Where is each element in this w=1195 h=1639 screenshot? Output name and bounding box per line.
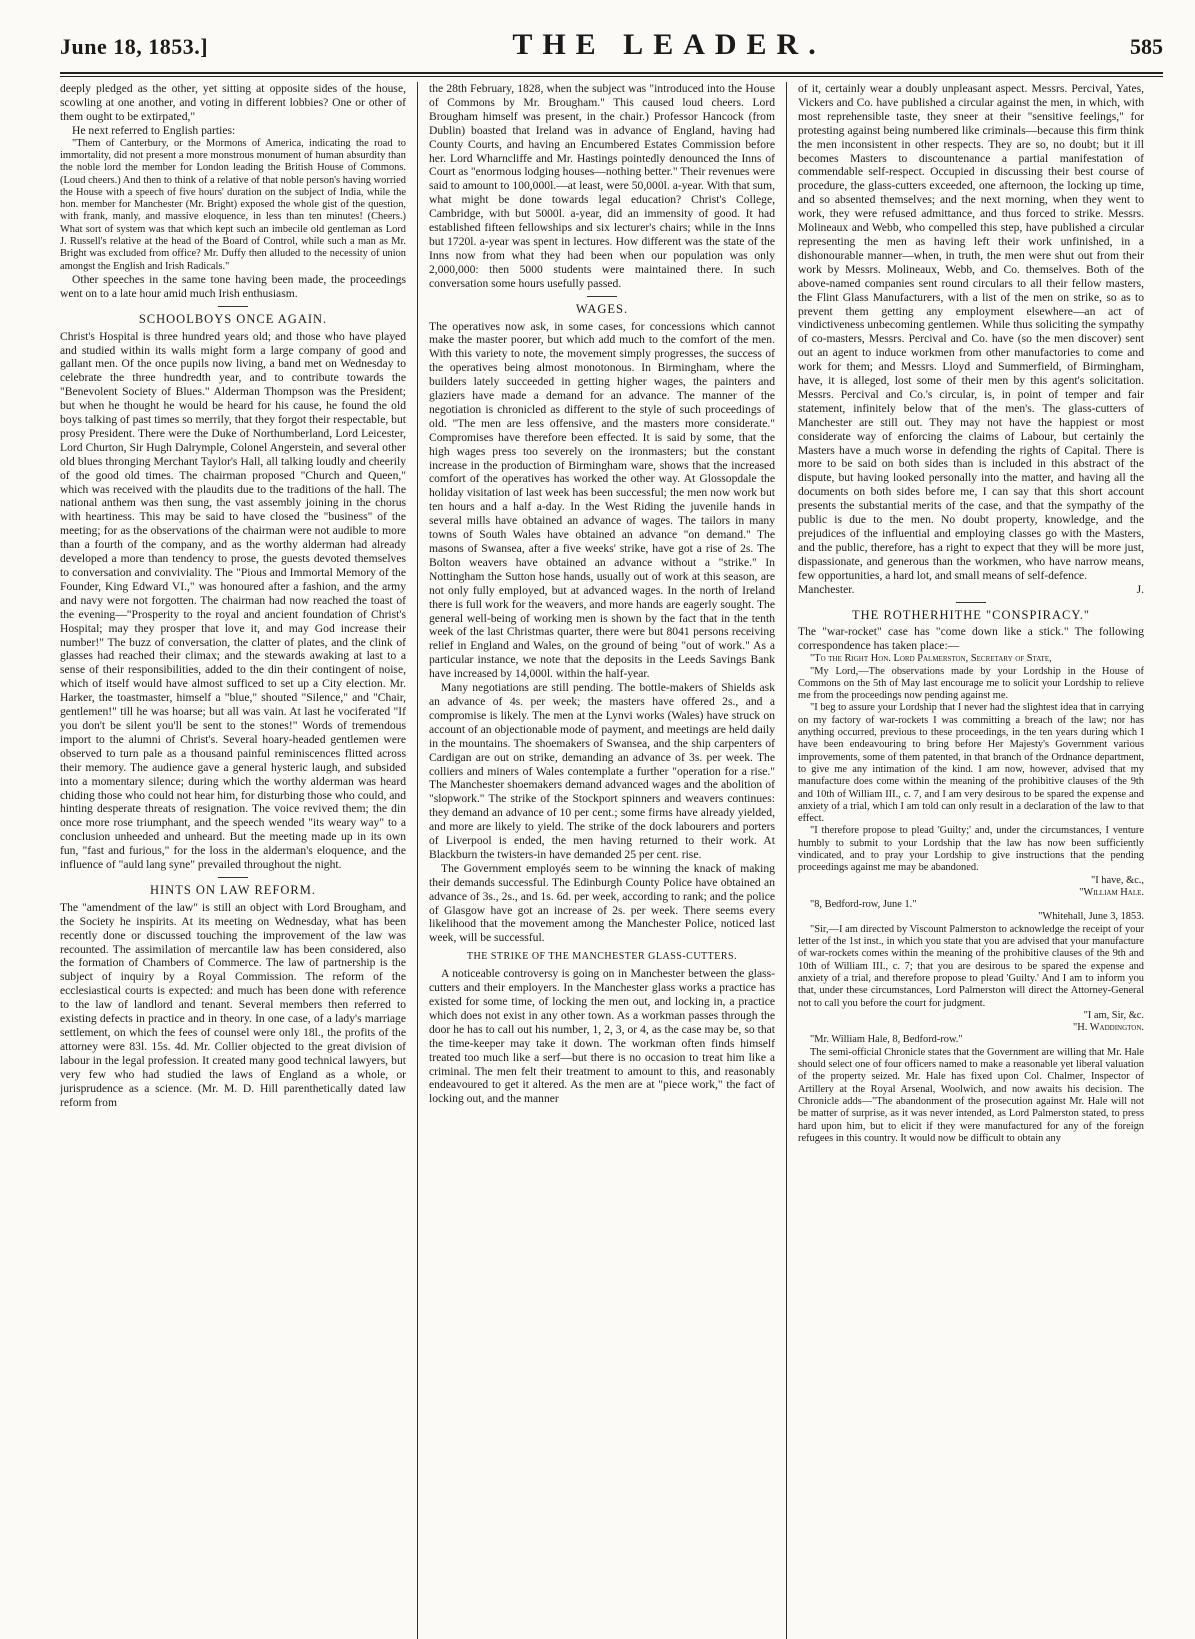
letter-close: "I am, Sir, &c.	[1083, 1009, 1144, 1021]
letter-paragraph: "I therefore propose to plead 'Guilty;' and, under the circumstances, I venture humbly to submit to your Lordship that the law has now been sufficiently vindicated, and to pray your Lordship to give instructions that the pending proceedings against me may be abandoned.	[798, 825, 1144, 874]
heading-rotherhithe: THE ROTHERHITHE "CONSPIRACY."	[852, 607, 1090, 622]
section-separator	[587, 296, 617, 297]
letter-place: "8, Bedford-row, June 1."	[810, 899, 917, 911]
paragraph: The operatives now ask, in some cases, for concessions which cannot make the master poorer, but which add much to the comfort of the men. With this variety to note, the movement simply progresses, the success of the operatives being almost monotonous. In Birmingham, where the builders lately succeeded in getting higher wages, the painters and glaziers have made a demand for an advance. The manner of the negotiation is chronicled as different to the style of such proceedings of old. "The men are less offensive, and the masters more considerate." Compromises have therefore been effected. It is said by some, that the high wages press too severely on the ironmasters; but the constant increase in the production of Birmingham ware, shows that the increased comfort of the operatives has worked the other way. At Glossopdale the holiday visitation of last week has been successful; the men now work but ten hours and a half a-day. In the West Riding the juvenile hands in several mills have obtained an advance of wages. The tailors in many towns of South Wales have obtained an advance "on demand." The masons of Swansea, after a five weeks' strike, have got a rise of 2s. The Bolton weavers have obtained an advance without a "strike." In Nottingham the Sutton hose hands, usually out of work at this season, are not only fully employed, but at advanced wages. In the north of Ireland there is full work for the weavers, and more hands are eagerly sought. The general well-being of working men is shown by the fact that in the tenth week of the last Christmas quarter, there were but 8041 persons receiving relief in England and Wales, on the ground of being "out of work." As a particular instance, we note that the deposits in the Leeds Savings Bank have increased by 14,000l. within the half-year.	[429, 319, 775, 681]
signature-initial: J.	[1136, 582, 1144, 596]
column-1	[60, 82, 406, 1639]
column-3	[798, 82, 1144, 1639]
letter-close: "I have, &c.,	[1091, 874, 1144, 886]
masthead	[60, 28, 1163, 68]
heading-glass-cutters-strike: THE STRIKE OF THE MANCHESTER GLASS-CUTTERS.	[466, 951, 738, 963]
letter-paragraph: "Sir,—I am directed by Viscount Palmerston to acknowledge the receipt of your letter of the 1st inst., in which you state that you are advised that your manufacture of war-rockets comes within the meaning of the prohibitive clauses of the 9th and 10th of William III., c. 7; that you are desirous to be spared the expense and anxiety of a trial, and therefore propose to plead 'Guilty.' And I am to inform you that, under these circumstances, Lord Palmerston will direct the Attorney-General not to call you before the court for judgment.	[798, 923, 1144, 1009]
letter-paragraph: "I beg to assure your Lordship that I never had the slightest idea that in carrying on my factory of war-rockets I was committing a breach of the law; nor has anything occurred, previous to these proceedings, in the ten years during which I have been endeavouring to bring before Her Majesty's Government various improvements, some of them patented, in that branch of the Ordnance department, to give me any intimation of the kind. I am now, however, advised that my manufacture does come within the meaning of the prohibitive clauses of the 9th and 10th of William III., c. 7, and I am very desirous to be spared the expense and anxiety of a trial, which I am told can only result in a declaration of the law to that effect.	[798, 702, 1144, 825]
quotation: "Them of Canterbury, or the Mormons of America, indicating the road to immortality, did not present a more monstrous monument of human absurdity than the noble lord the member for London leading the British House of Commons. (Loud cheers.) And then to think of a relative of that noble person's having worried the House with a speech of five hours' duration on the subject of India, while the hon. member for Manchester (Mr. Bright) exposed the whole gist of the question, with frank, manly, and massive eloquence, in less than ten minutes! (Cheers.) What sort of system was that which kept such an imbecile old gentleman as Lord J. Russell's relative at the head of the Board of Control, while such a man as Mr. Bright was excluded from office? Mr. Duffy then alluded to the necessity of union amongst the English and Irish Radicals."	[60, 137, 406, 272]
letter-address: "To the Right Hon. Lord Palmerston, Secretary of State,	[810, 653, 1052, 665]
paragraph: The semi-official Chronicle states that the Government are willing that Mr. Hale should select one of four officers named to make a reasonable yet liberal valuation of the property seized. Mr. Hale has fixed upon Col. Chalmer, Inspector of Artillery at the Royal Arsenal, Woolwich, and now awaits his decision. The Chronicle adds—"The abandonment of the prosecution against Mr. Hale will not be matter of surprise, as it was never intended, as Lord Palmerston stated, to press hard upon him, but to elicit if they were manufactured for any of the foreign refugees in this country. It would now be difficult to obtain any	[798, 1046, 1144, 1144]
paragraph: The "amendment of the law" is still an object with Lord Brougham, and the Society he inspirits. At its meeting on Wednesday, what has been recently done or discussed touching the improvement of the law was recounted. The assimilation of mercantile law has been considered, also the formation of Chambers of Commerce. The law of partnership is the subject of inquiry by a Royal Commission. The reform of the ecclesiastical courts is expected: and much has been done with reference to the law of landlord and tenant. Several members then referred to existing defects in practice and in theory. In one case, of a lady's marriage settlement, on which the fees of counsel were only 18l., the profits of the attorney were 83l. 15s. 4d. Mr. Collier objected to the great division of labour in the legal profession. It created many good technical lawyers, but very few who had studied the laws of England as a whole, or jurisprudence as a science. (Mr. M. D. Hill parenthetically dated law reform from	[60, 900, 406, 1109]
letter-place: "Whitehall, June 3, 1853.	[1038, 911, 1144, 923]
letter-signature: "William Hale.	[1079, 886, 1144, 898]
signature-place: Manchester.	[798, 582, 855, 596]
paragraph: The "war-rocket" case has "come down like a stick." The following correspondence has taken place:—	[798, 625, 1144, 653]
paragraph: He next referred to English parties:	[72, 123, 236, 137]
heading-schoolboys: SCHOOLBOYS ONCE AGAIN.	[138, 311, 328, 326]
paragraph: Christ's Hospital is three hundred years old; and those who have played and studied within its walls might form a large company of good and gallant men. Of the once pupils now living, a band met on Wednesday to celebrate the three hundredth year, and to contribute towards the "Benevolent Society of Blues." Alderman Thompson was the President; but when he thought he would be heard for his cause, he found the old boys talking of past times so merrily, that they forgot their respectable, but prosy President. There were the Duke of Northumberland, Lord Leicester, Lord Churton, Sir Hugh Dalrymple, Colonel Angerstein, and several other old blues thronging Merchant Taylor's Hall, all talking loudly and cheerily of the good old times. The chairman proposed "Church and Queen," which was received with the plaudits due to the traditions of the hall. The national anthem was then sung, the vast assembly joining in the chorus with heartiness. This may be said to have closed the "business" of the meeting; for as the observations of the chairman were not audible to more than a fourth of the company, and as the worthy alderman had already developed a more than tendency to prose, the guests devoted themselves to conversation and conviviality. The "Pious and Immortal Memory of the Founder, King Edward VI.," was honoured after a fashion, and the army and navy were not forgotten. The chairman had now reached the toast of the evening—"Prosperity to the royal and ancient foundation of Christ's Hospital; may they prosper that love it, and may God increase their number!" The buzz of conversation, the clatter of plates, and the clink of glasses had reached their climax; and the stewards awaking at last to a sense of their responsibilities, added to the din their contingent of noise, which of itself would have almost sufficed to set up a City election. Mr. Harker, the toastmaster, himself a "blue," shouted "Silence," and "Chair, gentlemen!" till he was hoarse; but all was vain. At last he vociferated "If you don't be silent you'll be sent to the stones!" Words of tremendous import to the alumni of Christ's. Several hoary-headed gentlemen were observed to turn pale as a thousand painful reminiscences flitted across their memory. The audience gave a general hysteric laugh, and subsided into a momentary silence; during which the worthy alderman was heard chiding those who could not hear him, for disturbing those who could, and hinting desperate threats of resignation. The voice revived them; the din once more rose triumphant, and the speech wended "its weary way" to a conclusion unheeded and unheard. But the meeting made up in its own fun, "fast and furious," for the loss in the alderman's eloquence, and the influence of "auld lang syne" prevailed throughout the night.	[60, 329, 406, 872]
signature-line	[798, 583, 1144, 597]
paragraph: of it, certainly wear a doubly unpleasant aspect. Messrs. Percival, Yates, Vickers and Co. have published a circular against the men, in which, with most reprehensible taste, they sneer at their "sensitive feelings," for protesting against being numbered like criminals—because this firm think the men inconsistent in other respects. They are so, no doubt; but it ill becomes Masters to discountenance a partial manifestation of commendable self-respect. Occupied in discussing their best course of procedure, the glass-cutters exceeded, one afternoon, the locking up time, and so absented themselves; and the next morning, when they went to work, they were refused admittance, and thus forced to strike. Messrs. Molineaux and Webb, who compelled this step, have published a circular representing the men as having left their work unfinished, in a dishonourable manner—when, in truth, the men were shut out from their work by Messrs. Molineaux, Webb, and Co. themselves. Both of the above-named companies sent round circulars to all their fellow masters, the Flint Glass Manufacturers, with a list of the men on strike, so as to prevent them getting any employment elsewhere—an act of vindictiveness unbecoming gentlemen. While thus soliciting the sympathy of co-masters, Messrs. Percival and Co. have (so the men discover) sent out an agent to induce workmen from other manufactories to come and work for them; and Messrs. Lloyd and Summerfield, of Birmingham, have, it is alleged, lost some of their men by this agent's solicitation. Messrs. Percival and Co.'s circular, is, in point of temper and fair statement, infinitely below that of the men's. The glass-cutters of Manchester are still out. They may not have the happiest or most considerate way of enforcing the claims of Labour, but certainly the Masters have a much worse in defending the rights of Capital. There is more to be said on both sides than is included in this abstract of the dispute, but having looked personally into the matter, and having all the documents on both sides before me, I can say that this short account presents the substantial merits of the case, and that the sympathy of the public is due to the men. No doubt property, knowledge, and the prejudices of the influential and employing classes go with the Masters, and the public, therefore, has a right to expect that they will be more just, dispassionate, and generous than the workmen, who have narrow means, few opportunities, a hard lot, and small means of self-defence.	[798, 82, 1144, 582]
page-number: 585	[1129, 34, 1163, 59]
letter-recipient: "Mr. William Hale, 8, Bedford-row."	[810, 1034, 963, 1046]
column-rule	[786, 82, 787, 1639]
section-separator	[218, 306, 248, 307]
heading-hints-law-reform: HINTS ON LAW REFORM.	[150, 882, 316, 897]
column-2	[429, 82, 775, 1639]
paragraph: deeply pledged as the other, yet sitting at opposite sides of the house, scowling at one another, and voting in different lobbies? One or other of them ought to be extirpated,"	[60, 82, 406, 123]
paragraph: A noticeable controversy is going on in Manchester between the glass-cutters and their employers. In the Manchester glass works a practice has existed for some time, of locking the men out, and locking in, a practice which does not exist in any other town. As a workman passes through the door he has to call out his number, 1, 2, 3, or 4, as the case may be, so that the time-keeper may take it down. The workman often finds himself treated too much like a serf—but there is no occasion to treat him like a criminal. The men felt their treatment to amount to this, and reasonably endeavoured to get it altered. As the men are at "piece work," the fact of locking out, and the manner	[429, 967, 775, 1106]
columns	[60, 82, 1163, 1639]
paragraph: Other speeches in the same tone having been made, the proceedings went on to a late hour amid much Irish enthusiasm.	[60, 272, 406, 300]
paragraph: The Government employés seem to be winning the knack of making their demands successful. The Edinburgh County Police have obtained an advance of 3s., 2s., and 1s. 6d. per week, according to rank; and the police of Glasgow have got an increase of 2s. per week. There seems every likelihood that the movement among the Manchester Police, noticed last week, will be successful.	[429, 861, 775, 945]
letter-paragraph: "My Lord,—The observations made by your Lordship in the House of Commons on the 5th of May last encourage me to solicit your Lordship to relieve me from the proceedings now pending against me.	[798, 665, 1144, 702]
paper-title: THE LEADER.	[512, 28, 826, 61]
paragraph: Many negotiations are still pending. The bottle-makers of Shields ask an advance of 4s. per week; the masters have offered 2s., and a compromise is likely. The men at the Lynvi works (Wales) have struck on account of an objectionable mode of payment, and meetings are held daily in the mountains. The shoemakers of Swansea, and the ship carpenters of Cardigan are out on strike, demanding an advance of 3s. per week. The colliers and miners of Wales contemplate a further "operation for a rise." The Manchester shoemakers demand advanced wages and the abolition of "slopwork." The strike of the Stockport spinners and weavers continues: they demand an advance of 10 per cent.; some firms have already yielded, and more are likely to yield. The strike of the dock labourers and porters of Liverpool is ended, the men having returned to their work. At Blackburn the twisters-in have demanded 25 per cent. rise.	[429, 681, 775, 861]
masthead-rule-thin	[60, 76, 1163, 77]
column-rule	[417, 82, 418, 1639]
letter-signature: "H. Waddington.	[1072, 1022, 1144, 1034]
section-separator	[956, 602, 986, 603]
paragraph: the 28th February, 1828, when the subject was "introduced into the House of Commons by Mr. Brougham." This caused loud cheers. Lord Brougham himself was present, in the chair.) Professor Hancock (from Dublin) boasted that Ireland was in advance of England, having had County Courts, and having an Encumbered Estates Commission before her. Lord Wharncliffe and Mr. Hastings pointedly denounced the Inns of Court as "enormous lodging houses—nothing better." Their revenues were said to amount to 100,000l.—at least, were 50,000l. a-year. With that sum, what might be done towards legal education? Christ's College, Cambridge, with but 5000l. a-year, did an immensity of good. It had established fifteen fellowships and six lecturer's chairs; while in the Inns but 1720l. a-year was spent in lectures. How different was the state of the Inns now from what they had been when our population was only 2,000,000: then 5000 students were maintained there. In such conversation some hours usefully passed.	[429, 82, 775, 290]
section-separator	[218, 877, 248, 878]
masthead-rule	[60, 72, 1163, 74]
issue-date: June 18, 1853.]	[60, 34, 209, 59]
heading-wages: WAGES.	[575, 301, 629, 316]
